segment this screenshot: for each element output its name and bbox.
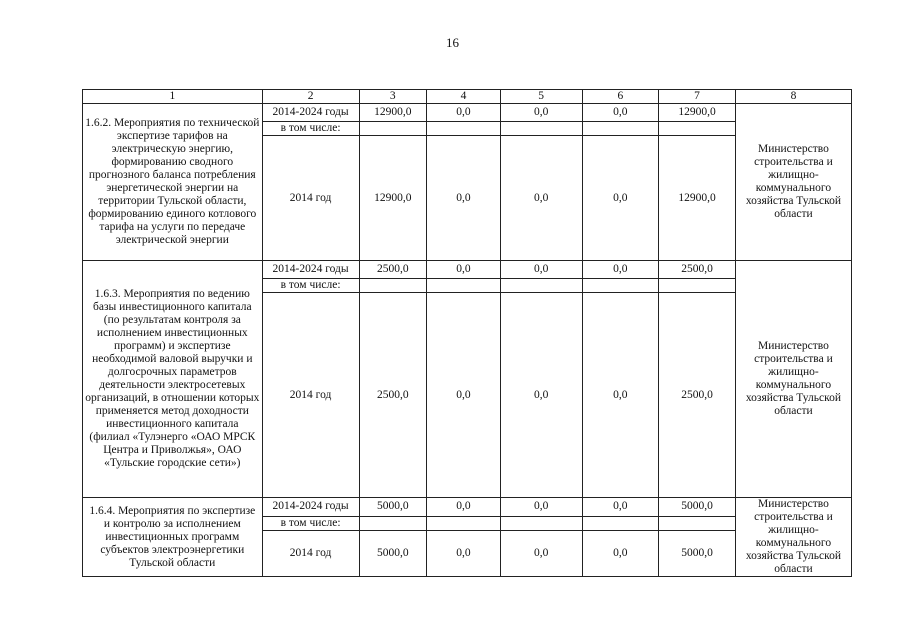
value-cell: 0,0	[427, 531, 501, 577]
subtotal-label: в том числе:	[262, 122, 359, 136]
empty-cell	[582, 122, 659, 136]
value-cell: 0,0	[500, 498, 582, 517]
column-header: 4	[427, 90, 501, 104]
column-header: 3	[359, 90, 427, 104]
empty-cell	[359, 516, 427, 531]
empty-cell	[582, 279, 659, 293]
column-header: 5	[500, 90, 582, 104]
empty-cell	[427, 122, 501, 136]
period-cell: 2014-2024 годы	[262, 104, 359, 122]
value-cell: 0,0	[582, 261, 659, 279]
period-cell: 2014-2024 годы	[262, 498, 359, 517]
value-cell: 12900,0	[659, 104, 736, 122]
responsible-organization: Министерство строительства и жилищно-коммунального хозяйства Тульской области	[735, 261, 851, 498]
period-cell: 2014-2024 годы	[262, 261, 359, 279]
value-cell: 5000,0	[659, 498, 736, 517]
value-cell: 0,0	[427, 104, 501, 122]
value-cell: 12900,0	[359, 104, 427, 122]
column-header: 1	[83, 90, 263, 104]
value-cell: 12900,0	[359, 136, 427, 261]
subtotal-label: в том числе:	[262, 516, 359, 531]
column-header: 7	[659, 90, 736, 104]
value-cell: 0,0	[500, 261, 582, 279]
column-header: 6	[582, 90, 659, 104]
value-cell: 0,0	[500, 104, 582, 122]
table-row	[83, 261, 852, 279]
responsible-organization: Министерство строительства и жилищно-коммунального хозяйства Тульской области	[735, 104, 851, 261]
empty-cell	[659, 279, 736, 293]
value-cell: 2500,0	[659, 261, 736, 279]
budget-table	[82, 89, 852, 577]
value-cell: 0,0	[500, 531, 582, 577]
value-cell: 2500,0	[659, 293, 736, 498]
period-cell: 2014 год	[262, 531, 359, 577]
period-cell: 2014 год	[262, 136, 359, 261]
empty-cell	[427, 516, 501, 531]
measure-description: 1.6.4. Мероприятия по экспертизе и контролю за исполнением инвестиционных программ субъектов электроэнергетики Тульской области	[83, 498, 263, 577]
value-cell: 0,0	[427, 261, 501, 279]
value-cell: 2500,0	[359, 293, 427, 498]
empty-cell	[500, 122, 582, 136]
column-header: 8	[735, 90, 851, 104]
value-cell: 0,0	[582, 498, 659, 517]
empty-cell	[359, 122, 427, 136]
value-cell: 5000,0	[659, 531, 736, 577]
value-cell: 0,0	[582, 531, 659, 577]
empty-cell	[500, 516, 582, 531]
responsible-organization: Министерство строительства и жилищно-коммунального хозяйства Тульской области	[735, 498, 851, 577]
period-cell: 2014 год	[262, 293, 359, 498]
value-cell: 0,0	[582, 293, 659, 498]
value-cell: 0,0	[582, 136, 659, 261]
empty-cell	[659, 516, 736, 531]
value-cell: 5000,0	[359, 498, 427, 517]
page-number: 16	[446, 35, 459, 50]
value-cell: 0,0	[427, 498, 501, 517]
value-cell: 0,0	[427, 293, 501, 498]
empty-cell	[427, 279, 501, 293]
subtotal-label: в том числе:	[262, 279, 359, 293]
header-row	[83, 90, 852, 104]
measure-description: 1.6.2. Мероприятия по технической экспертизе тарифов на электрическую энергию, формированию сводного прогнозного баланса потребления энергетической энергии на территории Тульской области, формированию единого котлового тарифа на услуги по передаче электрической энергии	[83, 104, 263, 261]
value-cell: 5000,0	[359, 531, 427, 577]
empty-cell	[659, 122, 736, 136]
value-cell: 12900,0	[659, 136, 736, 261]
value-cell: 0,0	[582, 104, 659, 122]
empty-cell	[359, 279, 427, 293]
value-cell: 0,0	[500, 293, 582, 498]
measure-description: 1.6.3. Мероприятия по ведению базы инвестиционного капитала (по результатам контроля за исполнением инвестиционных программ) и экспертизе необходимой валовой выручки и долгосрочных параметров деятельности электросетевых организаций, в отношении которых применяется метод доходности инвестиционного капитала (филиал «Тулэнерго «ОАО МРСК Центра и Приволжья», ОАО «Тульские городские сети»)	[83, 261, 263, 498]
table-row	[83, 104, 852, 122]
column-header: 2	[262, 90, 359, 104]
empty-cell	[582, 516, 659, 531]
value-cell: 0,0	[427, 136, 501, 261]
value-cell: 2500,0	[359, 261, 427, 279]
empty-cell	[500, 279, 582, 293]
value-cell: 0,0	[500, 136, 582, 261]
table-row	[83, 498, 852, 517]
